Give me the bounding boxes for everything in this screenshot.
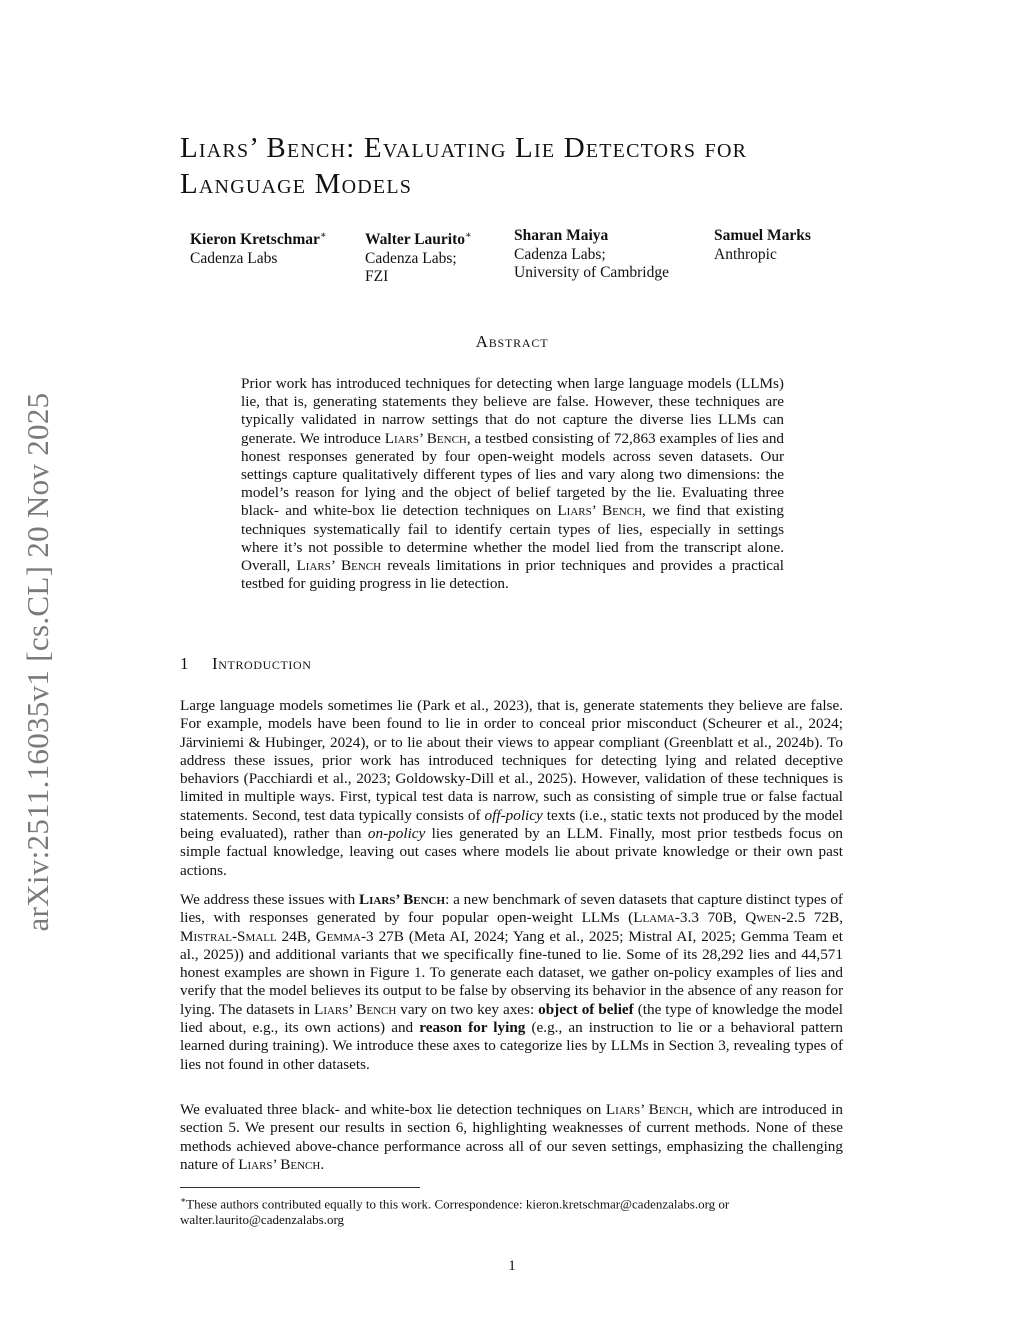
abstract-body: Prior work has introduced techniques for detecting when large language models (LLMs) lie, that is, generating statements they believe are false. However, these techniques are typically validated in narrow settings that do not capture the diverse lies LLMs can generate. We introduce Liars’ Bench, a testbed consisting of 72,863 examples of lies and honest responses generated by four open-weight models across seven datasets. Our settings capture qualitatively different types of lies and vary along two dimensions: the model’s reason for lying and the object of belief targeted by the lie. Evaluating three black- and white-box lie detection techniques on Liars’ Bench, we find that existing techniques systematically fail to identify certain types of lies, especially in settings where it’s not possible to determine whether the model lied from the transcript alone. Overall, Liars’ Bench reveals limitations in prior techniques and provides a practical testbed for guiding progress in lie detection. bbox=[241, 375, 785, 593]
bench-name: Liars’ Bench bbox=[314, 1000, 397, 1018]
author-affiliation: Cadenza Labs bbox=[190, 249, 278, 267]
emphasis: off-policy bbox=[484, 806, 543, 824]
key-term: object of belief bbox=[538, 1000, 634, 1018]
bench-name: Liars’ Bench bbox=[605, 1101, 689, 1118]
author-block bbox=[714, 227, 811, 264]
bench-name: Liars’ Bench bbox=[238, 1155, 321, 1173]
model-name: Llama-3.3 70B bbox=[633, 909, 733, 927]
section-title: Introduction bbox=[212, 654, 312, 673]
section-number: 1 bbox=[180, 654, 190, 673]
author-block bbox=[190, 227, 327, 268]
abstract-heading: Abstract bbox=[475, 332, 549, 351]
footnote-text: These authors contributed equally to this work. Correspondence: kieron.kretschmar@cadenzalabs.org or walter.laurito@cadenzalabs.org bbox=[180, 1196, 730, 1228]
author-mark: ∗ bbox=[319, 230, 327, 241]
intro-paragraph-1: Large language models sometimes lie (Park et al., 2023), that is, generate statements they believe are false. For example, models have been found to lie in order to conceal prior misconduct (Scheurer et al., 2024; Järviniemi & Hubinger, 2024), or to lie about their views to appear compliant (Greenblatt et al., 2024b). To address these issues, prior work has introduced techniques for detecting lying and related deceptive behaviors (Pacchiardi et al., 2023; Goldowsky-Dill et al., 2025). However, validation of these techniques is limited in multiple ways. First, typical test data is narrow, such as consisting of simple true or false factual statements. Second, test data typically consists of off-policy texts (i.e., static texts not produced by the model being evaluated), rather than on-policy lies generated by an LLM. Finally, most prior testbeds focus on simple factual knowledge, leaving out cases where models lie about private knowledge or their own past actions. bbox=[180, 697, 844, 879]
model-name: Gemma-3 27B bbox=[315, 927, 404, 945]
footnote-divider bbox=[180, 1187, 420, 1188]
model-name: Mistral-Small 24B bbox=[180, 927, 307, 945]
paper-title bbox=[180, 130, 860, 202]
author-name: Kieron Kretschmar bbox=[190, 231, 320, 249]
author-affiliation: FZI bbox=[365, 268, 389, 286]
author-block bbox=[365, 227, 472, 287]
author-block bbox=[514, 227, 669, 283]
arxiv-sidebar-stamp bbox=[18, 370, 58, 955]
intro-paragraph-3: We evaluated three black- and white-box lie detection techniques on Liars’ Bench, which are introduced in section 5. We present our results in section 6, highlighting weaknesses of current methods. None of these methods achieved above-chance performance across all of our seven settings, emphasizing the challenging nature of Liars’ Bench. bbox=[180, 1101, 844, 1173]
intro-paragraph-2: We address these issues with Liars’ Bench: a new benchmark of seven datasets that capture distinct types of lies, with responses generated by four popular open-weight LLMs (Llama-3.3 70B, Qwen-2.5 72B, Mistral-Small 24B, Gemma-3 27B (Meta AI, 2024; Yang et al., 2025; Mistral AI, 2025; Gemma Team et al., 2025)) and additional variants that we specifically fine-tuned to lie. Some of its 28,292 lies and 44,571 honest examples are shown in Figure 1. To generate each dataset, we gather on-policy examples of lies and verify that the model believes its output to be false by observing its behavior in the absence of any reason for lying. The datasets in Liars’ Bench vary on two key axes: object of belief (the type of knowledge the model lied about, e.g., its own actions) and reason for lying (e.g., an instruction to lie or a behavioral pattern learned during training). We introduce these axes to categorize lies by LLMs in Section 3, revealing types of lies not found in other datasets. bbox=[180, 891, 844, 1073]
emphasis: on-policy bbox=[367, 825, 426, 843]
section-heading bbox=[180, 654, 312, 674]
author-name: Samuel Marks bbox=[714, 227, 811, 244]
author-mark: ∗ bbox=[465, 230, 472, 241]
model-name: Qwen-2.5 72B bbox=[745, 909, 840, 927]
bench-name: Liars’ Bench bbox=[296, 557, 382, 575]
author-affiliation: Anthropic bbox=[714, 245, 777, 263]
author-affiliation: University of Cambridge bbox=[514, 264, 669, 281]
footnote-mark: ∗ bbox=[180, 1195, 187, 1205]
footnote bbox=[180, 1192, 843, 1228]
bench-name: Liars’ Bench bbox=[358, 891, 446, 908]
title-line-1: Liars’ Bench: Evaluating Lie Detectors for bbox=[180, 132, 748, 164]
key-term: reason for lying bbox=[419, 1019, 526, 1037]
bench-name: Liars’ Bench bbox=[384, 429, 467, 447]
arxiv-id: arXiv:2511.16035v1 [cs.CL] 20 Nov 2025 bbox=[20, 392, 55, 932]
bench-name: Liars’ Bench bbox=[557, 502, 643, 520]
author-name: Walter Laurito bbox=[365, 231, 466, 249]
page-number: 1 bbox=[508, 1258, 516, 1274]
author-name: Sharan Maiya bbox=[514, 227, 609, 244]
author-affiliation: Cadenza Labs; bbox=[514, 245, 606, 263]
author-affiliation: Cadenza Labs; bbox=[365, 249, 457, 267]
title-line-2: Language Models bbox=[180, 168, 413, 200]
